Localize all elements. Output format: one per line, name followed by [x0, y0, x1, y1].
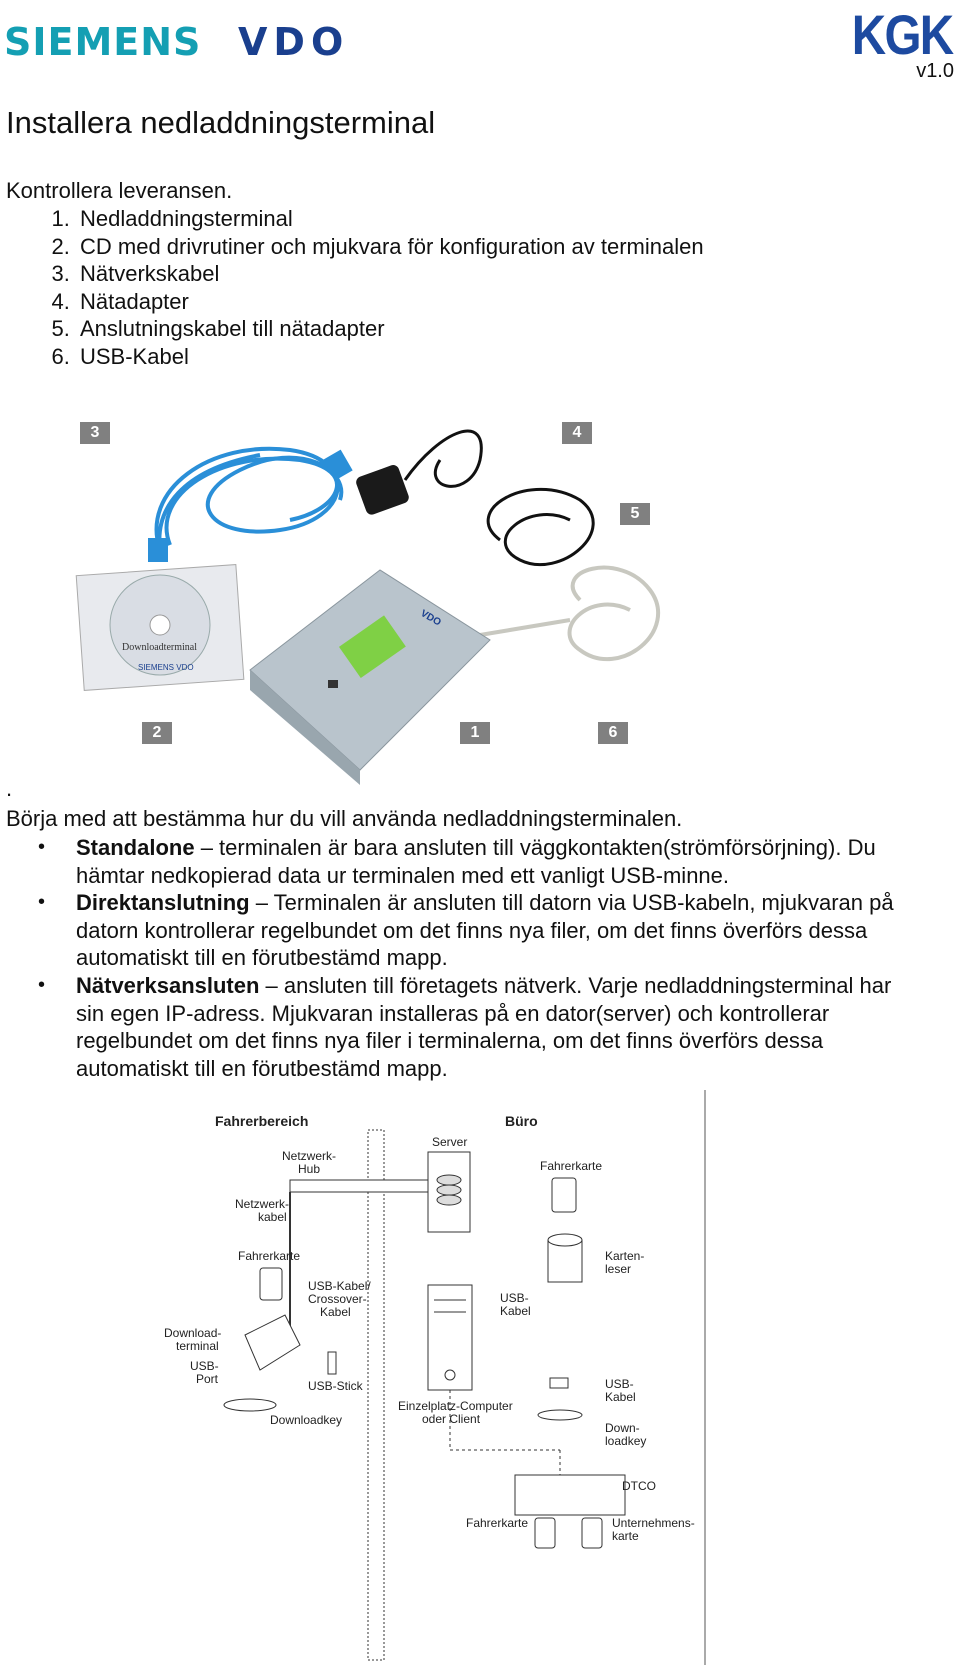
delivery-list: [40, 205, 704, 371]
photo-badge: 4: [562, 422, 592, 444]
list-item: 4. Nätadapter: [76, 288, 704, 316]
siemens-logo: SIEMENS: [4, 20, 202, 64]
dtco-shape: [515, 1475, 625, 1515]
mode-text: – terminalen är bara ansluten till väggkontakten(strömförsörjning). Du hämtar nedkopierad data ur terminalen med ett vanligt USB-minne.: [76, 835, 876, 888]
company-card-label: Unternehmens-: [612, 1516, 695, 1530]
driver-card-label: Fahrerkarte: [238, 1249, 301, 1263]
card-reader-label: Karten-: [605, 1249, 645, 1263]
area-heading-driver: Fahrerbereich: [215, 1113, 309, 1129]
usb-crossover-label: Crossover-: [308, 1292, 367, 1306]
hub-label: Hub: [298, 1162, 321, 1176]
list-item: [38, 834, 908, 889]
network-cable-illustration: [150, 449, 350, 560]
mode-name: Direktanslutning: [76, 890, 250, 916]
driver-card-bottom-label: Fahrerkarte: [466, 1516, 529, 1530]
downloadkey-right-label: loadkey: [605, 1434, 647, 1448]
list-item: [38, 889, 908, 972]
pc-label: Einzelplatz-Computer: [398, 1399, 513, 1413]
usb-stick-shape: [328, 1352, 336, 1374]
photo-badge: 3: [80, 422, 110, 444]
mode-list: [38, 834, 908, 1082]
usb-cable-right-label: USB-: [605, 1377, 634, 1391]
mode-text: – ansluten till företagets nätverk. Varje nedladdningsterminal har sin egen IP-adress. Mjukvaran installeras på en dator(server) och kontrollerar regelbundet om det finns nya filer i terminalerna, om det finns överförs dessa automatiskt till en förutbestämd mapp.: [76, 972, 892, 1081]
netcable-label: kabel: [258, 1210, 287, 1224]
cd-brand: SIEMENS VDO: [138, 663, 194, 672]
list-item: 3. Nätverkskabel: [76, 260, 704, 288]
list-item: 5. Anslutningskabel till nätadapter: [76, 315, 704, 343]
stray-period: .: [6, 776, 13, 801]
download-terminal-label: terminal: [176, 1339, 219, 1353]
downloadkey-shape: [224, 1399, 276, 1411]
usb-port-label: USB-: [190, 1359, 219, 1373]
intro-text: Kontrollera leveransen.: [6, 178, 233, 203]
usb-port-label: Port: [196, 1372, 219, 1386]
network-diagram: [150, 1090, 920, 1665]
usb-stick-label: USB-Stick: [308, 1379, 363, 1393]
download-terminal-shape: [245, 1315, 300, 1370]
usb-cable-label: USB-: [500, 1291, 529, 1305]
usb-cable-label: Kabel: [500, 1304, 531, 1318]
netcable-label: Netzwerk-: [235, 1197, 290, 1211]
area-heading-office: Büro: [505, 1113, 538, 1129]
usb-crossover-label: USB-Kabel/: [308, 1279, 371, 1293]
lead-text: Börja med att bestämma hur du vill använda nedladdningsterminalen.: [6, 806, 683, 831]
photo-badge: 5: [620, 503, 650, 525]
hub-label: Netzwerk-: [282, 1149, 337, 1163]
device-brand: VDO: [418, 608, 443, 629]
driver-card-label: Fahrerkarte: [540, 1159, 603, 1173]
downloadkey-label: Downloadkey: [270, 1413, 343, 1427]
usb-cable-illustration: [480, 568, 658, 660]
vdo-logo: VDO: [238, 20, 350, 64]
list-item: 6. USB-Kabel: [76, 343, 704, 371]
list-item: 1. Nedladdningsterminal: [76, 205, 704, 233]
network-diagram-svg: [150, 1090, 920, 1665]
mode-name: Standalone: [76, 835, 195, 860]
cd-case-illustration: [76, 565, 244, 691]
list-item: [38, 972, 908, 1082]
photo-badge: 1: [460, 722, 490, 744]
photo-badge: 6: [598, 722, 628, 744]
kgk-logo: KGK: [851, 3, 952, 66]
delivery-photo: [60, 400, 760, 785]
company-card-label: karte: [612, 1529, 639, 1543]
usb-cable-right-label: Kabel: [605, 1390, 636, 1404]
photo-badge: 2: [142, 722, 172, 744]
usb-crossover-label: Kabel: [320, 1305, 351, 1319]
server-label: Server: [432, 1135, 468, 1149]
list-item: 2. CD med drivrutiner och mjukvara för konfiguration av terminalen: [76, 233, 704, 261]
dtco-label: DTCO: [622, 1479, 656, 1493]
pc-label: oder Client: [422, 1412, 481, 1426]
page-title: Installera nedladdningsterminal: [6, 105, 436, 140]
card-reader-label: leser: [605, 1262, 632, 1276]
mode-name: Nätverksansluten: [76, 972, 260, 998]
terminal-device-illustration: [250, 570, 490, 785]
power-adapter-illustration: [354, 431, 593, 565]
pc-tower-shape: [428, 1285, 472, 1390]
version-label: v1.0: [916, 60, 954, 82]
cd-label: Downloadterminal: [122, 642, 197, 653]
mode-text: – Terminalen är ansluten till datorn via USB-kabeln, mjukvaran på datorn kontrollerar regelbundet om det finns nya filer, om det finns överförs dessa automatiskt till en förutbestämd mapp.: [76, 890, 894, 971]
download-terminal-label: Download-: [164, 1326, 222, 1340]
page-header: [0, 0, 960, 90]
downloadkey-right-label: Down-: [605, 1421, 640, 1435]
